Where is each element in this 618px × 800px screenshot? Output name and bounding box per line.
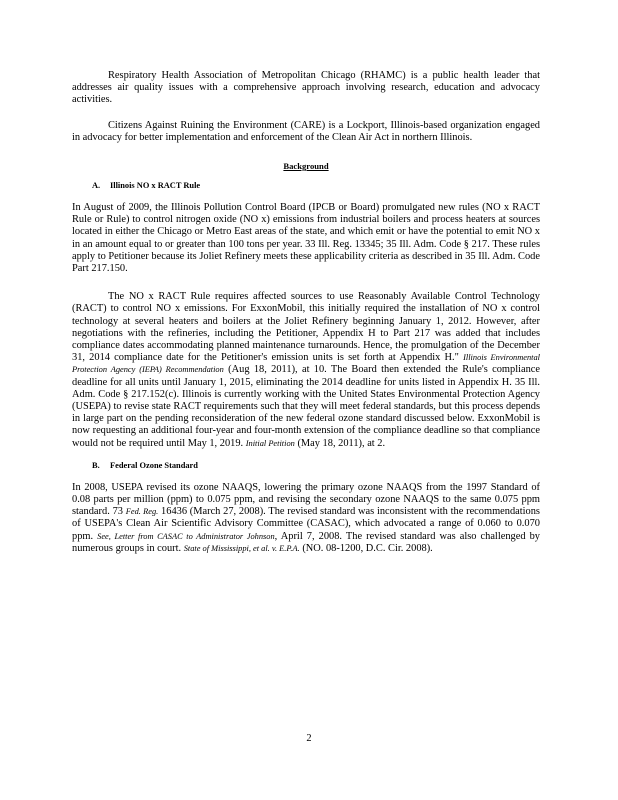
paragraph-rhamc: Respiratory Health Association of Metropolitan Chicago (RHAMC) is a public health leader that addresses air quality issues with a comprehensive approach involving research, education and advocacy activities. bbox=[72, 70, 540, 106]
section-b-heading: B. Federal Ozone Standard bbox=[92, 460, 198, 470]
citation-casac-letter: See, Letter from CASAC to Administrator Johnson bbox=[97, 531, 275, 541]
page-number: 2 bbox=[306, 733, 312, 744]
section-a-heading: A. Illinois NO x RACT Rule bbox=[92, 181, 201, 191]
paragraph-a2: The NO x RACT Rule requires affected sources to use Reasonably Available Control Technology (RACT) to control NO x emissions. For ExxonMobil, this initially required the installation of NO x control technology at several heaters and boilers at the Joliet Refinery beginning January 1, 2012. However, after negotiations with the refineries, including the Petitioner, Appendix H to Part 217 was added that includes compliance dates accommodating planned maintenance turnarounds. Hence, the promulgation of the December 31, 2014 compliance date for the Petitioner's emission units is set forth at Appendix H." Illinois Environmental Protection Agency (IEPA) Recommendation (Aug 18, 2011), at 10. The Board then extended the Rule's compliance deadline for all units until January 1, 2015, eliminating the 2014 deadline for units listed in Appendix H. 35 Ill. Adm. Code § 217.152(c). Illinois is currently working with the United States Environmental Protection Agency (USEPA) to revise state RACT requirements such that they will meet federal standards, but this process depends in large part on the pending reconsideration of the new federal ozone standard discussed below. ExxonMobil is now requesting an additional four-year and four-month extension of the compliance deadline so that compliance would not be required until May 1, 2019. Initial Petition (May 18, 2011), at 2. bbox=[72, 291, 541, 449]
paragraph-care: Citizens Against Ruining the Environment (CARE) is a Lockport, Illinois-based organization engaged in advocacy for better implementation and enforcement of the Clean Air Act in northern Illinois. bbox=[72, 119, 540, 143]
citation-iepa: Illinois Environmental Protection Agency (IEPA) Recommendation bbox=[72, 353, 540, 375]
paragraph-a1: In August of 2009, the Illinois Pollution Control Board (IPCB or Board) promulgated new rules (NO x RACT Rule or Rule) to control nitrogen oxide (NO x) emissions from industrial boilers and process heaters at sources located in either the Chicago or Metro East areas of the state, and which emit or have the potential to emit NO x in an amount equal to or greater than 100 tons per year. 33 Ill. Reg. 13345; 35 Ill. Adm. Code § 217. These rules apply to Petitioner because its Joliet Refinery meets these applicability criteria as described in 35 Ill. Adm. Code Part 217.150. bbox=[72, 202, 540, 275]
heading-background: Background bbox=[283, 161, 329, 172]
citation-initial-petition: Initial Petition bbox=[245, 438, 295, 448]
document-body bbox=[72, 70, 540, 555]
citation-mississippi: State of Mississippi, et al. v. E.P.A. bbox=[183, 543, 300, 553]
citation-fed-reg: Fed. Reg. bbox=[125, 507, 159, 517]
paragraph-b: In 2008, USEPA revised its ozone NAAQS, lowering the primary ozone NAAQS from the 1997 Standard of 0.08 parts per million (ppm) to 0.075 ppm, and revising the secondary ozone NAAQS to the same 0.075 ppm standard. 73 Fed. Reg. 16436 (March 27, 2008). The revised standard was inconsistent with the recommendations of USEPA's Clean Air Scientific Advisory Committee (CASAC), which advocated a range of 0.060 to 0.070 ppm. See, Letter from CASAC to Administrator Johnson, April 7, 2008. The revised standard was also challenged by numerous groups in court. State of Mississippi, et al. v. E.P.A. (NO. 08-1200, D.C. Cir. 2008). bbox=[72, 481, 540, 554]
